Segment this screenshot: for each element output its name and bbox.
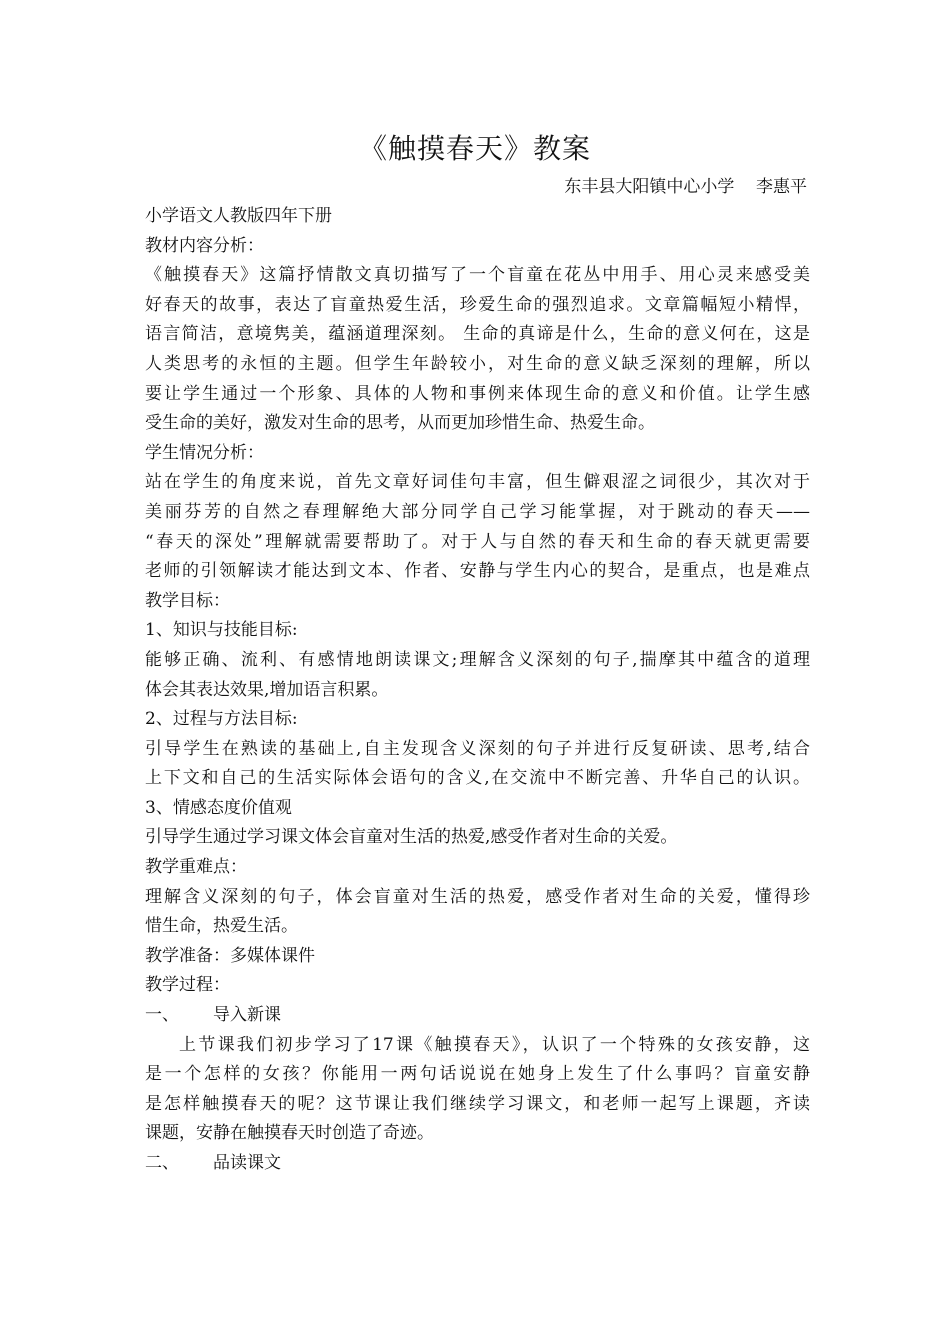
body-lines: [145, 202, 810, 1001]
text-line: 人类思考的永恒的主题。但学生年龄较小，对生命的意义缺乏深刻的理解，所以: [145, 353, 810, 374]
text-line: 是怎样触摸春天的呢？这节课让我们继续学习课文，和老师一起写上课题，齐读: [145, 1093, 810, 1114]
text-line: 学生情况分析：: [145, 442, 264, 463]
text-line: 小学语文人教版四年下册: [145, 206, 332, 226]
text-line: 惜生命，热爱生活。: [145, 916, 298, 937]
text-line: 3、情感态度价值观: [145, 797, 292, 818]
text-line: 是一个怎样的女孩？你能用一两句话说说在她身上发生了什么事吗？盲童安静: [145, 1064, 810, 1085]
text-line: 教学准备：多媒体课件: [145, 945, 315, 966]
text-line: 1、知识与技能目标:: [145, 620, 298, 641]
text-line: 受生命的美好，激发对生命的思考，从而更加珍惜生命、热爱生命。: [145, 413, 655, 434]
text-line: 体会其表达效果,增加语言积累。: [145, 679, 389, 700]
text-line: 上下文和自己的生活实际体会语句的含义,在交流中不断完善、升华自己的认识。: [145, 768, 810, 789]
text-line: 理解含义深刻的句子，体会盲童对生活的热爱，感受作者对生命的关爱，懂得珍: [145, 886, 810, 907]
section-heading-1: [145, 1001, 810, 1031]
document-body: [145, 202, 810, 1179]
text-line: 教材内容分析：: [145, 235, 264, 256]
text-line: 要让学生通过一个形象、具体的人物和事例来体现生命的意义和价值。让学生感: [145, 383, 810, 404]
text-line: 《触摸春天》这篇抒情散文真切描写了一个盲童在花丛中用手、用心灵来感受美: [145, 265, 810, 286]
text-line: 站在学生的角度来说，首先文章好词佳句丰富，但生僻艰涩之词很少，其次对于: [145, 472, 810, 493]
document-title: 《触摸春天》教案: [358, 132, 591, 165]
text-line: 2、过程与方法目标:: [145, 709, 298, 730]
text-line: 能够正确、流利、有感情地朗读课文;理解含义深刻的句子,揣摩其中蕴含的道理: [145, 649, 810, 670]
text-line: 美丽芬芳的自然之春理解绝大部分同学自己学习能掌握，对于跳动的春天——: [145, 501, 810, 522]
section-title: 导入新课: [213, 1005, 281, 1026]
text-line: 上节课我们初步学习了17课《触摸春天》，认识了一个特殊的女孩安静，这: [179, 1034, 810, 1055]
text-line: 引导学生通过学习课文体会盲童对生活的热爱,感受作者对生命的关爱。: [145, 827, 678, 848]
section-title: 品读课文: [213, 1153, 281, 1173]
text-line: 教学过程：: [145, 975, 230, 996]
section-number: 一、: [145, 1005, 179, 1026]
text-line: 老师的引领解读才能达到文本、作者、安静与学生内心的契合，是重点，也是难点: [145, 561, 810, 582]
text-line: 课题，安静在触摸春天时创造了奇迹。: [145, 1123, 434, 1144]
text-line: 教学重难点：: [145, 857, 247, 878]
text-line: 语言简洁，意境隽美，蕴涵道理深刻。 生命的真谛是什么，生命的意义何在，这是: [145, 324, 810, 345]
text-line: 好春天的故事，表达了盲童热爱生活，珍爱生命的强烈追求。文章篇幅短小精悍，: [145, 294, 810, 315]
author-line: 东丰县大阳镇中心小学 李惠平: [564, 177, 807, 197]
section-number: 二、: [145, 1153, 179, 1173]
text-line: 引导学生在熟读的基础上,自主发现含义深刻的句子并进行反复研读、思考,结合: [145, 738, 810, 759]
section-heading-2: [145, 1149, 810, 1179]
text-line: “春天的深处”理解就需要帮助了。对于人与自然的春天和生命的春天就更需要: [145, 531, 810, 552]
section-1-paragraph: [145, 1031, 810, 1149]
text-line: 教学目标：: [145, 590, 230, 611]
